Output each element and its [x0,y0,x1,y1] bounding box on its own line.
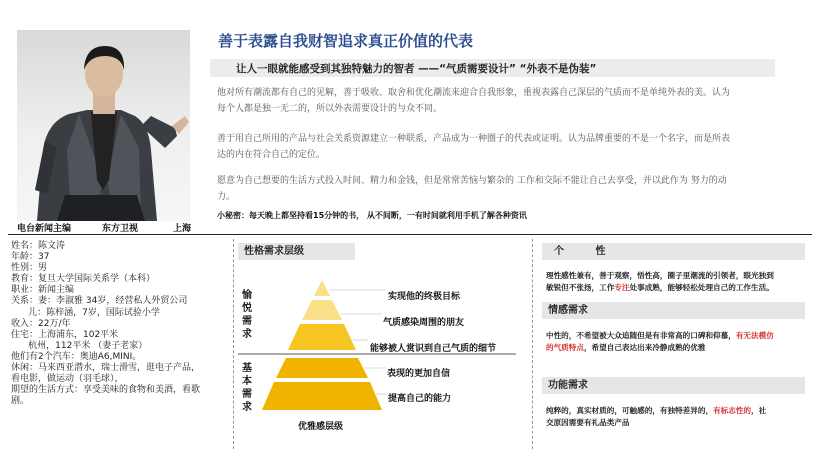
column-divider [532,239,533,449]
paragraph-line: 善于用自己所用的产品与社会关系资源建立一种联系，产品成为一种圈子的代表或证明。认为品牌重要的不是一个名字，而是所表 [217,134,731,144]
text-line [546,330,808,342]
info-line: 姓名：陈文涛 [11,241,66,251]
caption-channel: 东方卫视 [102,224,139,234]
pyramid-tier-4 [276,358,368,378]
pyramid-label: 气质感染周围的朋友 [383,318,465,328]
highlight-text: 有标志性的 [713,406,752,415]
paragraph-line: 他对所有潮流都有自己的见解，善于吸收、取舍和优化潮流来迎合自我形象，重视表露自己深层的气质而不是单纯外表的美。认为 [217,88,731,98]
info-line: 年龄：37 [11,252,50,263]
text-line [546,405,808,417]
paragraph-line: 达的内在符合自己的定位。 [217,150,326,160]
upper-needs-label: 愉悦需求 [242,290,252,340]
paragraph-line: 愿意为自己想要的生活方式投入时间、精力和金钱，但是常常苦恼与繁杂的 工作和交际不能让自己去享受，并以此作为 努力的动 [217,176,727,186]
info-line: 看电影，做运动（羽毛球）， [11,374,124,385]
page-title: 善于表露自我财智追求真正价值的代表 [218,32,474,50]
caption-city: 上海 [173,224,192,234]
text-segment: ，希望自己表达出来冷静成熟的优雅 [583,343,706,352]
column-divider [233,239,234,449]
info-line: 剧。 [11,396,30,407]
lower-needs-label: 基本需求 [242,363,252,413]
info-line: 关系：妻：李淑雅 34岁，经营私人外贸公司 [11,296,188,307]
text-line: 交原因需要有礼品类产品 [546,418,630,427]
text-segment: 中性的，不希望被大众追随但是有非常高的口碑和仰慕， [546,331,736,340]
text-segment: 处事成熟，能够轻松处理自己的工作生活。 [629,283,774,292]
section-divider [8,234,812,235]
pyramid-header: 性格需求层级 [238,243,355,260]
paragraph-2 [217,131,777,163]
pyramid-footer: 优雅感层级 [298,422,344,432]
info-line: 他们有2个汽车：奥迪A6,MINI。 [11,351,142,362]
highlight-text: 的气质特点 [546,343,584,352]
highlight-text: 专注 [614,283,630,292]
subtitle: 让人一眼就能感受到其独特魅力的智者 ——“气质需要设计” “外表不是伪装” [236,63,597,75]
paragraph-1 [217,85,777,117]
secret-note: 小秘密：每天晚上都坚持看15分钟的书， 从不间断，一有时间就利用手机了解各种资讯 [217,211,527,220]
emotional-needs-text [546,330,808,354]
paragraph-line: 每个人都是独一无二的，所以外表需要设计的与众不同。 [217,104,443,114]
personal-info [11,241,226,407]
person-portrait-icon [17,30,190,221]
text-segment: 敏锐但不张扬，工作 [546,283,615,292]
highlight-text: 有无法模仿 [735,331,774,340]
info-line: 儿：陈梓涵，7岁，国际试验小学 [11,307,160,318]
info-line: 职业：新闻主编 [11,285,75,296]
info-line: 教育：复旦大学国际关系学（本科） [11,274,156,285]
paragraph-3 [217,173,777,205]
pyramid-tier-2 [302,300,342,320]
text-line [546,342,808,354]
paragraph-line: 力。 [217,192,236,202]
text-segment: ，社 [751,406,767,415]
text-line [546,282,808,294]
pyramid-tier-5 [262,382,382,410]
info-line: 休闲：马来西亚潜水，瑞士滑雪，逛电子产品， [11,363,201,374]
emotional-needs-header: 情感需求 [542,302,805,319]
portrait-photo [17,30,190,221]
functional-needs-text [546,405,808,429]
pyramid-label: 实现他的终极目标 [388,292,461,302]
info-line: 杭州，112平米 （妻子老家） [11,340,148,351]
pyramid-tier-1 [314,280,330,296]
info-line: 收入：22万/年 [11,318,71,329]
info-line: 住宅：上海浦东，102平米 [11,329,119,340]
personality-header: 个 性 [542,243,805,260]
text-line: 理性感性兼有，善于观察，悟性高，圈子里潮流的引领者，眼光独到 [546,271,774,280]
personality-text [546,270,808,294]
info-line: 期望的生活方式：享受美味的食物和美酒，看歌 [11,385,201,396]
text-segment: 纯粹的，真实材质的，可触感的，有独特差异的， [546,406,714,415]
pyramid-tier-3 [288,324,356,350]
pyramid-label: 提高自己的能力 [388,394,452,404]
functional-needs-header: 功能需求 [542,377,805,394]
info-line: 性别：男 [11,263,48,274]
pyramid-label: 能够被人赏识到自己气质的细节 [370,344,497,354]
caption-role: 电台新闻主编 [17,224,72,234]
pyramid-label: 表现的更加自信 [387,369,451,379]
photo-caption [17,221,197,234]
